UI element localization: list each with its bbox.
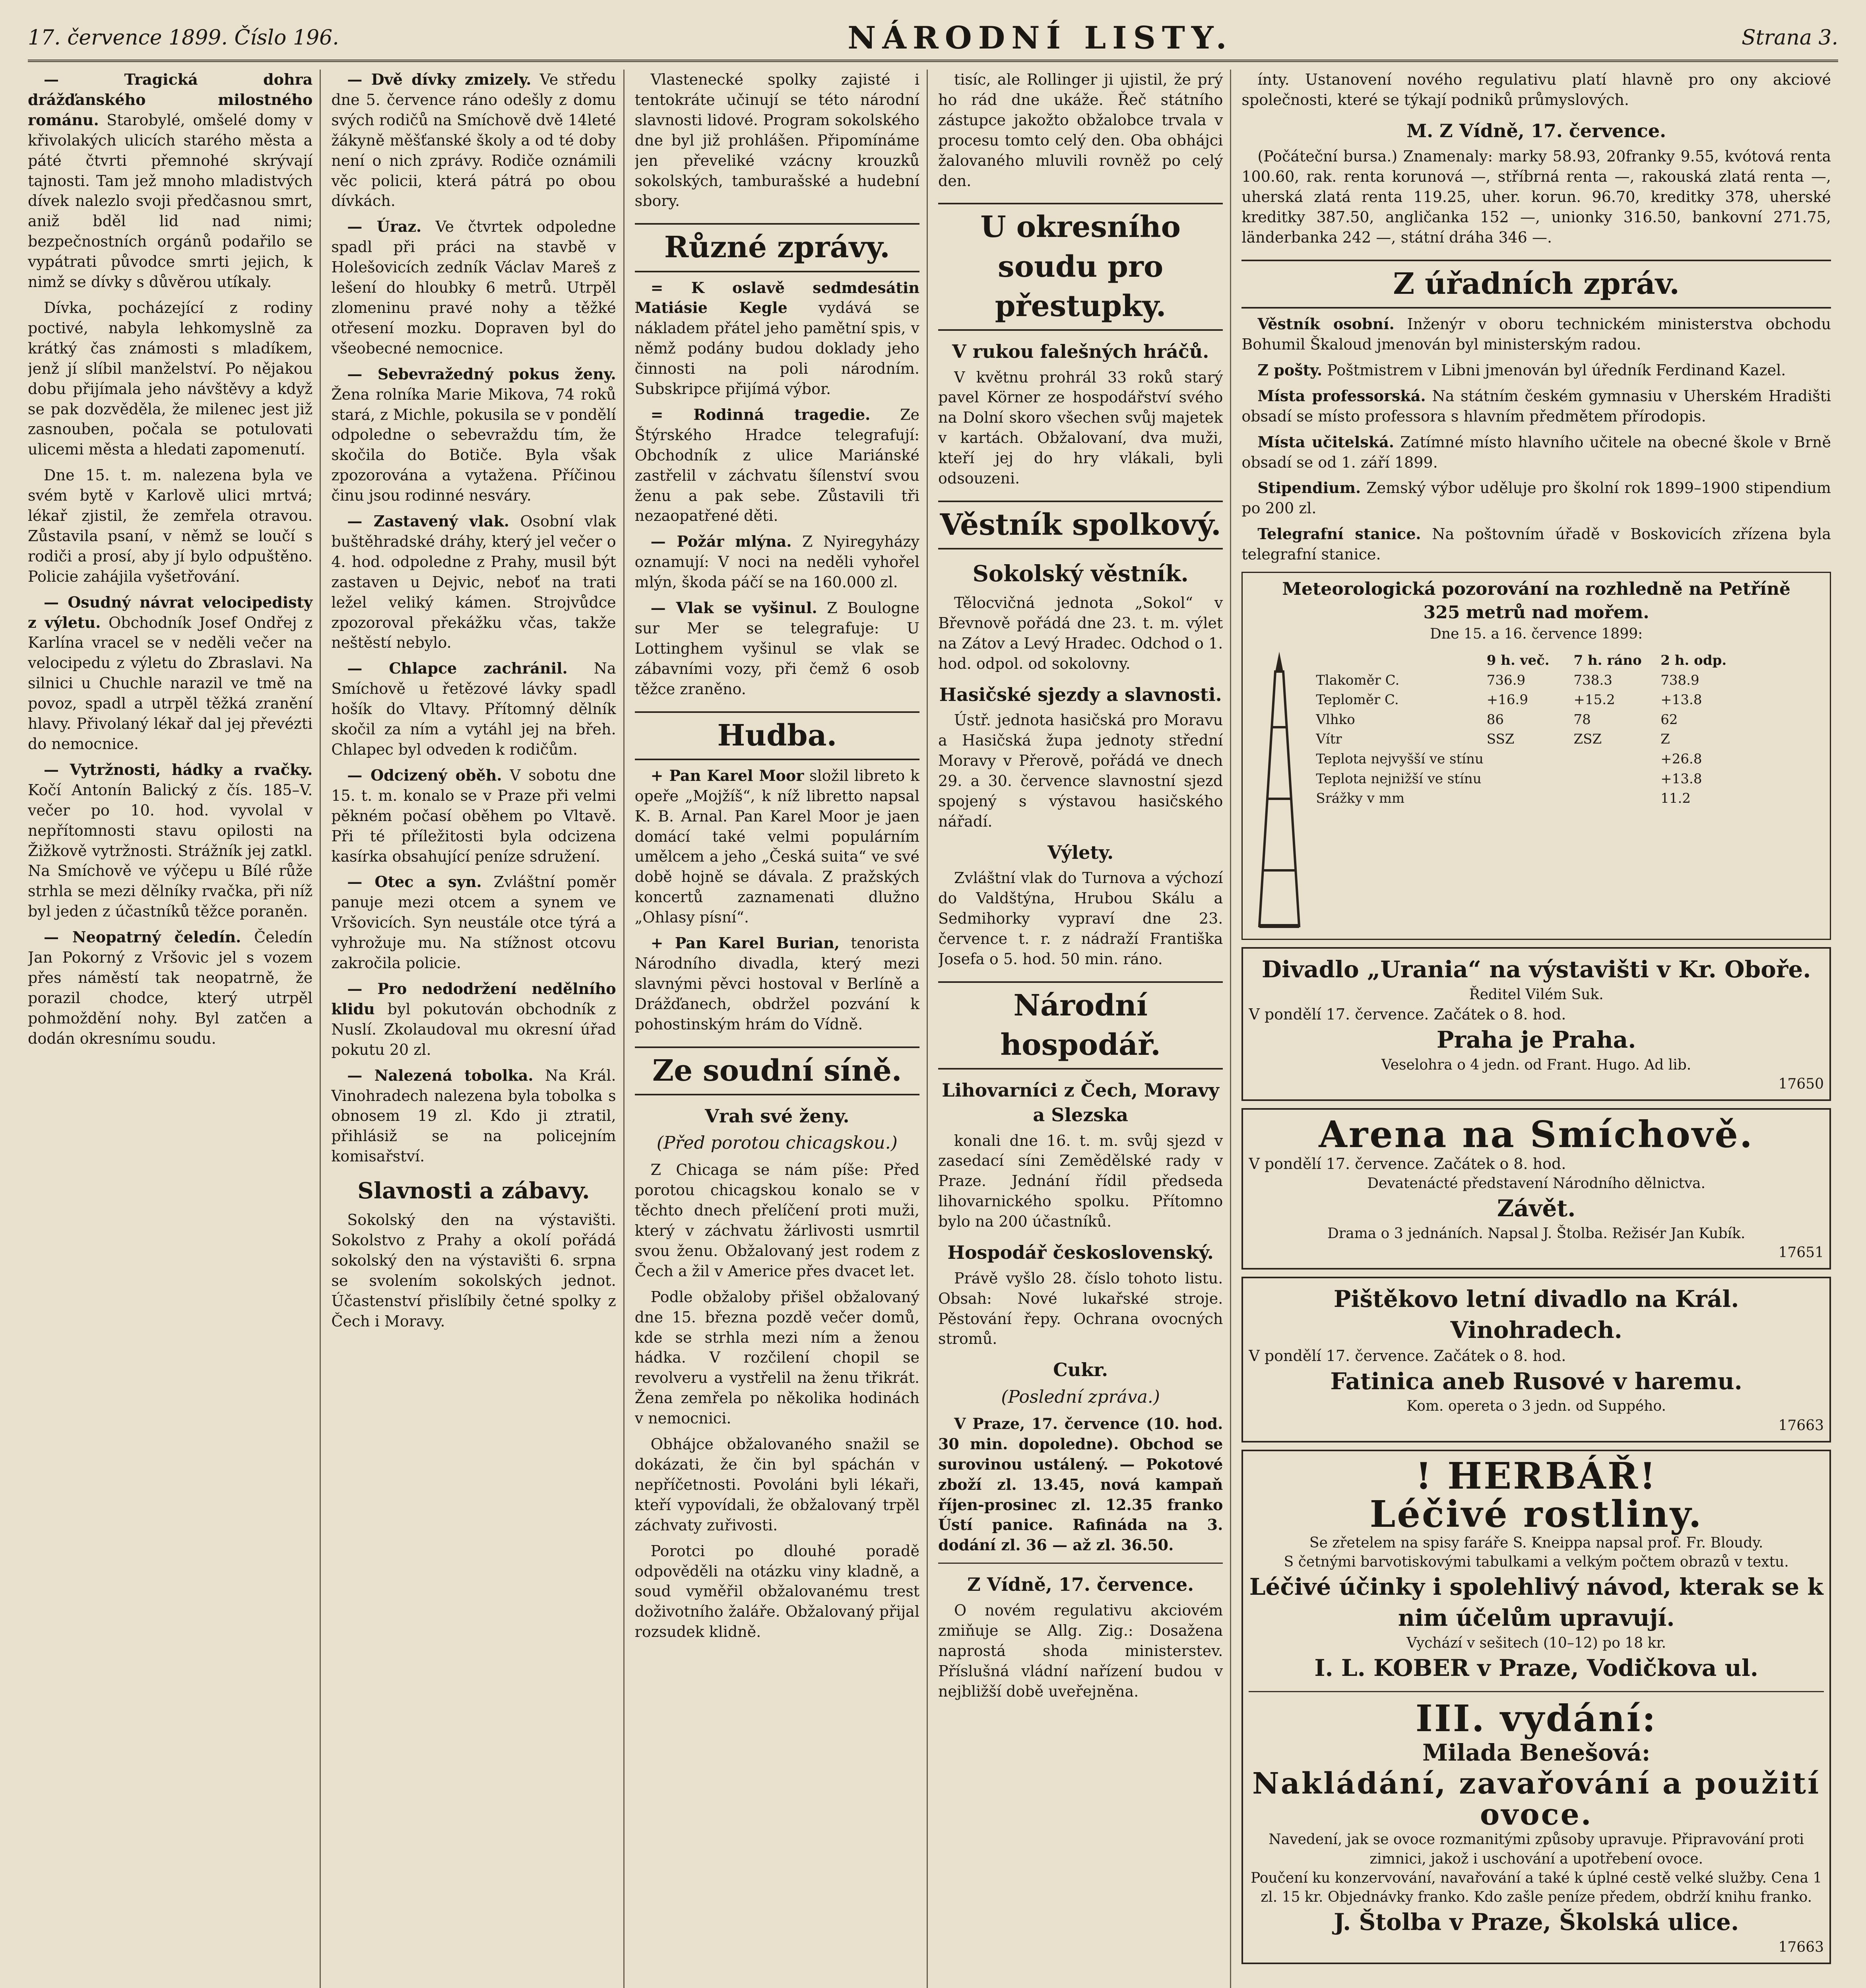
sokol-text: Tělocvičná jednota „Sokol“ v Břevnově pořádá dne 23. t. m. výlet na Zátov a Levý Hradec. Odchod o 1. hod. odpol. od sokolovny. <box>938 594 1223 672</box>
weather-cell <box>1487 770 1571 788</box>
art-vieden-text: O novém regulativu akciovém zmiňuje se Allg. Zig.: Dosažena naprostá shoda ministerstev. Příslušná vládní nařízení budou v nejbližší době uveřejněna. <box>938 1601 1223 1700</box>
bourse-title: M. Z Vídně, 17. července. <box>1406 120 1666 142</box>
article <box>331 658 616 760</box>
article-lead: + Pan Karel Burian, <box>650 934 840 952</box>
article-lead: — Tragická dohra drážďanského milostného románu. <box>28 70 313 129</box>
article <box>635 532 919 592</box>
page-number: Strana 3. <box>1741 26 1838 50</box>
weather-box <box>1241 572 1831 940</box>
weather-cell: +26.8 <box>1660 751 1702 767</box>
ad-herbar-code: 17663 <box>1778 1939 1824 1956</box>
ad-herbar-edition: III. vydání: <box>1415 1697 1657 1740</box>
article <box>28 298 312 460</box>
ad-herbar-publisher: I. L. KOBER v Praze, Vodičkova ul. <box>1314 1654 1758 1682</box>
section-slavnosti: Slavnosti a zábavy. <box>357 1178 590 1204</box>
article-text: Ve středu dne 5. července ráno odešly z domu svých rodičů na Smíchově dvě 14leté žákyně měšťanské školy a od té doby není o nich zprávy. Rodiče oznámili věc policii, která pátrá po obou dívkách. <box>331 71 616 210</box>
column-3 <box>635 70 928 1988</box>
article <box>331 979 616 1060</box>
masthead <box>28 16 1838 62</box>
article-lead: + Pan Karel Moor <box>650 766 804 784</box>
weather-cell <box>1574 790 1658 808</box>
article-text: vydává se nákladem přátel jeho pamětní spis, v němž podány budou doklady jeho činnosti na poli národním. Subskripce přijímá výbor. <box>634 299 919 398</box>
petrin-tower-icon <box>1247 648 1311 934</box>
weather-cell: +13.8 <box>1660 771 1702 787</box>
article-text: Dne 15. t. m. nalezena byla ve svém bytě v Karlově ulici mrtvá; lékař zjistil, že zemřela otravou. Zůstavila psaní, v němž se loučí s rodiči a prosí, aby jí bylo odpuštěno. Policie zahájila vyšetřování. <box>28 466 313 585</box>
article <box>331 217 616 358</box>
column-5 <box>1241 70 1838 1988</box>
section-okresni-soud: U okresního soudu pro přestupky. <box>938 203 1223 330</box>
article-text: Zvláštní poměr panuje mezi otcem a synem ve Vršovicích. Syn neustále otce týrá a vyhrožuje mu. Na stížnost otcovu zakročila policie. <box>331 873 616 972</box>
article-text: Z Nyiregyházy oznamují: V noci na neděli vyhořel mlýn, škoda páčí se na 160.000 zl. <box>634 533 919 591</box>
weather-cell: Srážky v mm <box>1316 790 1405 807</box>
article-lead: — Odcizený oběh. <box>347 766 502 784</box>
ad-herbar-author: Milada Benešová: <box>1422 1739 1651 1767</box>
ad-pistek-play: Fatinica aneb Rusové v haremu. <box>1330 1367 1742 1395</box>
weather-cell: Tlakoměr C. <box>1316 672 1400 688</box>
art-hospodar-title: Hospodář československý. <box>947 1242 1214 1264</box>
col4-lead-text: tisíc, ale Rollinger ji ujistil, že prý ho rád dne ukáže. Řeč státního zástupce jakožto obžalobce trvala v procesu tomto celý den. Oba obhájci žalovaného mluvili rovněž po celý den. <box>938 71 1223 190</box>
column-4 <box>938 70 1231 1988</box>
ad-herbar-desc4: Vychází v sešitech (10–12) po 18 kr. <box>1406 1635 1666 1651</box>
article-text: Ze Štýrského Hradce telegrafují: Obchodník z ulice Mariánské zastřelil v záchvatu šílenství svou ženu a pak sebe. Zůstavili tři nezaopatřené děti. <box>634 406 919 525</box>
trial-paragraph: Porotci po dlouhé poradě odpověděli na otázku viny kladně, a soud vyměřil obžalovanému trest doživotního žaláře. Obžalovaný přijal rozsudek klidně. <box>634 1542 919 1641</box>
date-issue: 17. července 1899. Číslo 196. <box>28 26 339 50</box>
weather-cell: Teplota nejvyšší ve stínu <box>1316 751 1484 767</box>
article-lead: — Vlak se vyšinul. <box>650 599 817 617</box>
article <box>635 933 919 1035</box>
official-news <box>1241 314 1831 565</box>
section-vestnik-spolkovy: Věstník spolkový. <box>938 501 1223 549</box>
article <box>331 1066 616 1167</box>
art-cukr-title: Cukr. <box>1053 1359 1108 1381</box>
art-hasicske-text: Ústř. jednota hasičská pro Moravu a Hasičská župa jednoty střední Moravy v Přerově, pořádá ve dnech 29. a 30. července slavnostní sjezd spojený s výstavou hasičského nářadí. <box>938 711 1223 830</box>
col3-articles2 <box>635 766 919 1035</box>
article-lead: — Zastavený vlak. <box>347 512 510 530</box>
divider <box>938 1563 1223 1564</box>
weather-cell <box>1487 790 1571 808</box>
article-lead: — Vytržnosti, hádky a rvačky. <box>44 760 313 779</box>
article <box>1241 314 1831 355</box>
art-vylety-text: Zvláštní vlak do Turnova a výchozí do Valdštýna, Hrubou Skálu a Sedmihorky vypraví dne 23. července t. r. z nádraží Františka Josefa o 5. hod. 50 min. ráno. <box>938 869 1223 968</box>
weather-cell: Vlhko <box>1316 711 1355 728</box>
ad-herbar-desc5: Navedení, jak se ovoce rozmanitými způsoby upravuje. Připravování proti zimnici, jakož i uschování a upotřebení ovoce. <box>1269 1831 1804 1867</box>
article <box>28 927 312 1048</box>
weather-header <box>1316 652 1483 670</box>
article <box>635 766 919 928</box>
ad-herbar-title: ! HERBÁŘ! <box>1415 1454 1657 1497</box>
section-ruzne-zpravy: Různé zprávy. <box>635 223 919 272</box>
weather-body <box>1247 648 1825 934</box>
weather-cell: +13.8 <box>1660 692 1702 708</box>
article-text: Na Král. Vinohradech nalezena byla tobolka s obnosem 19 zl. Kdo ji ztratil, přihlásiž se na policejním komisařství. <box>331 1066 616 1165</box>
article-lead: Z pošty. <box>1257 361 1323 379</box>
ad-pistek-date: V pondělí 17. července. Začátek o 8. hod. <box>1249 1347 1566 1365</box>
article-text: Kočí Antonín Balický z čís. 185–V. večer po 10. hod. vyvolal v nepřítomnosti stavu opilosti na Žižkově vytržnosti. Strážník jej zatkl. Na Smíchově ve výčepu u Bílé růže strhla se mezi dělníky rvačka, při níž byl jeden z účastníků těžce poraněn. <box>28 781 313 920</box>
weather-cell: 738.3 <box>1573 672 1612 688</box>
art-cukr-text: V Praze, 17. července (10. hod. 30 min. dopoledne). Obchod se surovinou ustálený. — Pokotové zboží zl. 13.45, nová kampaň říjen-prosinec zl. 12.35 franko Ústí panice. Rafináda na 3. dodání zl. 36 — až zl. 36.50. <box>938 1414 1223 1554</box>
ad-urania-date: V pondělí 17. července. Začátek o 8. hod. <box>1249 1006 1566 1023</box>
article-text: tenorista Národního divadla, který mezi slavnými pěvci hostoval v Berlíně a Drážďanech, obdržel pozvání k pohostinským hrám do Vídně. <box>634 934 919 1033</box>
ad-urania <box>1241 947 1831 1101</box>
ad-herbar-seller: J. Štolba v Praze, Školská ulice. <box>1334 1908 1739 1936</box>
section-hudba: Hudba. <box>635 711 919 760</box>
article <box>28 465 312 586</box>
article-text: Inženýr v oboru technickém ministerstva obchodu Bohumil Škaloud jmenován byl ministerským radou. <box>1241 315 1831 353</box>
trial-paragraph: Obhájce obžalovaného snažil se dokázati, že čin byl spáchán v nepříčetnosti. Povoláni byli lékaři, kteří vypovídali, že obžalovaný trpěl záchvaty zuřivosti. <box>634 1435 919 1534</box>
article-text: Zatímné místo hlavního učitele na obecné škole v Brně obsadí se od 1. září 1899. <box>1241 433 1831 471</box>
weather-altitude: 325 metrů nad mořem. <box>1423 602 1649 623</box>
article-text: Čeledín Jan Pokorný z Vršovic jel s vozem přes náměstí tak neopatrně, že porazil chodce, který utrpěl pohmoždění nohy. Byl zatčen a dodán okresnímu soudu. <box>28 928 313 1047</box>
weather-header: 2 h. odp. <box>1660 652 1727 669</box>
trial-subtitle: (Před porotou chicagskou.) <box>656 1133 898 1153</box>
article-lead: — Osudný návrat velocipedisty z výletu. <box>28 593 313 631</box>
weather-cell <box>1487 750 1571 769</box>
article <box>331 70 616 211</box>
weather-cell: +15.2 <box>1573 692 1615 708</box>
ad-pistek <box>1241 1277 1831 1442</box>
weather-cell: Z <box>1660 731 1670 747</box>
article-lead: — Dvě dívky zmizely. <box>347 70 531 88</box>
ad-urania-play: Praha je Praha. <box>1436 1026 1636 1054</box>
weather-cell: SSZ <box>1486 731 1515 747</box>
ad-arena-play: Závět. <box>1497 1195 1576 1222</box>
trial-paragraph: Z Chicaga se nám píše: Před porotou chicagskou konalo se v těchto dnech přelíčení proti muži, který v záchvatu žárlivosti usmrtil svou ženu. Obžalovaný jest rodem z Čech a žil v Americe přes dvacet let. <box>634 1161 919 1280</box>
article-lead: — Pro nedodržení nedělního klidu <box>331 979 616 1018</box>
ad-herbar-desc6: Poučení ku konzervování, navařování a také k úplné cestě velké služby. Cena 1 zl. 15 kr. Objednávky franko. Kdo zašle peníze předem, obdrží knihu franko. <box>1251 1870 1822 1906</box>
section-narodni-hospodar: Národní hospodář. <box>938 981 1223 1070</box>
slavnosti-text: Sokolský den na výstavišti. Sokolstvo z Prahy a okolí pořádá sokolský den na výstavišti 6. srpna se svolením sokolských jednot. Účastenství přislíbily četné spolky z Čech i Moravy. <box>331 1211 616 1330</box>
weather-cell: 78 <box>1573 711 1591 728</box>
article-lead: = K oslavě sedmdesátin Matiásie Kegle <box>634 278 919 317</box>
weather-cell <box>1574 770 1658 788</box>
article <box>1241 478 1831 518</box>
weather-title: Meteorologická pozorování na rozhledně na Petříně <box>1282 579 1790 600</box>
column-1 <box>28 70 321 1988</box>
ad-arena <box>1241 1108 1831 1270</box>
article-lead: — Otec a syn. <box>347 873 482 891</box>
article <box>1241 432 1831 473</box>
article-lead: — Chlapce zachránil. <box>347 659 568 678</box>
ad-pistek-desc: Kom. opereta o 3 jedn. od Suppého. <box>1406 1398 1666 1415</box>
article <box>28 760 312 922</box>
weather-cell: 62 <box>1660 711 1678 728</box>
article <box>28 592 312 754</box>
article-lead: — Úraz. <box>347 217 422 236</box>
article <box>1241 524 1831 565</box>
section-soudni-sin: Ze soudní síně. <box>635 1046 919 1095</box>
article <box>635 405 919 526</box>
ad-arena-code: 17651 <box>1778 1244 1824 1261</box>
ad-arena-desc2: Drama o 3 jednáních. Napsal J. Štolba. Režisér Jan Kubík. <box>1327 1225 1746 1242</box>
ad-urania-code: 17650 <box>1778 1076 1824 1093</box>
col3-articles1 <box>635 278 919 699</box>
article-text: Na poštovním úřadě v Boskovicích zřízena byla telegrafní stanice. <box>1241 525 1831 563</box>
col2-articles <box>331 70 616 1167</box>
ad-urania-director: Ředitel Vilém Suk. <box>1469 986 1604 1003</box>
weather-cell: 736.9 <box>1486 672 1526 688</box>
section-sokolsky-vestnik: Sokolský věstník. <box>972 561 1189 587</box>
weather-date: Dne 15. a 16. července 1899: <box>1430 626 1643 642</box>
article-text: Poštmistrem v Libni jmenován byl úředník Ferdinand Kazel. <box>1327 361 1786 379</box>
article-lead: Stipendium. <box>1257 479 1361 497</box>
article <box>331 511 616 653</box>
article-text: byl pokutován obchodník z Nuslí. Zkolaudoval mu okresní úřad pokutu 20 zl. <box>331 1000 616 1058</box>
article-lead: = Rodinná tragedie. <box>650 405 871 423</box>
weather-header: 9 h. več. <box>1486 652 1550 669</box>
ad-pistek-title: Pištěkovo letní divadlo na Král. Vinohradech. <box>1333 1285 1739 1343</box>
article-text: Z Boulogne sur Mer se telegrafuje: U Lottinghem vyšinul se vlak se zábavními vozy, při čemž 6 osob těžce zraněno. <box>634 599 919 698</box>
weather-cell: 86 <box>1486 711 1504 728</box>
ad-herbar-subtitle: Léčivé rostliny. <box>1369 1493 1703 1536</box>
weather-cell: Teploměr C. <box>1316 692 1399 708</box>
art-vylety-title: Výlety. <box>1047 841 1114 863</box>
trial-paragraph: Podle obžaloby přišel obžalovaný dne 15. března pozdě večer domů, kde se strhla mezi ním a ženou hádka. V rozčilení chopil se revolveru a vystřelil na ženu třikrát. Žena zemřela po několika hodinách v nemocnici. <box>634 1288 919 1427</box>
article-text: Žena rolníka Marie Mikova, 74 roků stará, z Michle, pokusila se v pondělí odpoledne o sebevraždu tím, že skočila do Botiče. Byla však zpozorována a vytažena. Příčinou činu jsou rodinné nesváry. <box>331 385 616 505</box>
section-uradni-zpravy: Z úřadních zpráv. <box>1241 260 1831 309</box>
bourse-text: (Počáteční bursa.) Znamenaly: marky 58.93, 20franky 9.55, kvótová renta 100.60, rak. renta korunová —, stříbrná renta —, rakouská zlatá renta —, uherská zlatá renta 119.25, uher. korun. 96.70, kreditky 378, uherské kreditky 387.50, angličanka 152 —, unionky 316.50, bankovní 271.75, länderbanka 242 —, státní dráha 346 —. <box>1241 148 1831 247</box>
article-text: Na státním českém gymnasiu v Uherském Hradišti obsadí se místo professora s hlavním předmětem přírodopis. <box>1241 387 1831 425</box>
article-lead: — Nalezená tobolka. <box>347 1066 533 1084</box>
column-2 <box>331 70 624 1988</box>
weather-cell: 11.2 <box>1660 790 1691 807</box>
article-text: Na Smíchově u řetězové lávky spadl hošík do Vltavy. Přítomný dělník skočil za ním a vytáhl jej na břeh. Chlapec byl odveden k rodičům. <box>331 660 616 758</box>
ad-urania-title: Divadlo „Urania“ na výstavišti v Kr. Oboře. <box>1261 956 1811 983</box>
article <box>1241 360 1831 381</box>
article-text: Osobní vlak buštěhradské dráhy, který jel večer o 4. hod. odpoledne z Prahy, musil být zastaven u Dejvic, neboť na trati ležel veliký kámen. Strojvůdce zpozoroval překážku včas, takže neštěstí nebylo. <box>331 513 616 652</box>
ad-arena-title: Arena na Smíchově. <box>1319 1113 1754 1156</box>
col5-lead-text: ínty. Ustanovení nového regulativu platí hlavně pro ony akciové společnosti, které se týkají podniků průmyslových. <box>1241 71 1831 109</box>
col1-articles <box>28 70 312 1049</box>
weather-table <box>1316 652 1744 808</box>
article-lead: Telegrafní stanice. <box>1257 525 1421 543</box>
art-falesni-hraci-title: V rukou falešných hráčů. <box>952 340 1209 362</box>
article-text: Starobylé, omšelé domy v křivolakých ulicích starého města a páté čtvrti přemnohé skrývají tajnosti. Tam jež mnoho mladistvých dívek nalezlo svoji předčasnou smrt, aniž bděl lid nad nimi; bezpečnostních orgánů podařilo se vypátrati původce smrti jejich, k nimž se dívky s důvěrou utíkaly. <box>28 111 313 291</box>
article <box>1241 386 1831 427</box>
article <box>331 765 616 867</box>
weather-cell: Vítr <box>1316 731 1342 747</box>
weather-header: 7 h. ráno <box>1573 652 1642 669</box>
article-text: složil libreto k opeře „Mojžíš“, k níž libretto napsal K. B. Arnal. Pan Karel Moor je jaen domácí také velmi populárním umělcem a jeho „Česká suita“ ve své době hojně se dávala. Z pražských koncertů zaznamenati dlužno „Ohlasy písní“. <box>634 767 919 926</box>
art-falesni-hraci-text: V květnu prohrál 33 roků starý pavel Körner ze hospodářství svého na Dolní skoro všechen svůj majetek v kartách. Obžalovaní, dva muži, kteří jej do hry vlákali, byli odsouzeni. <box>938 368 1223 487</box>
art-vieden-title: Z Vídně, 17. července. <box>967 1574 1194 1596</box>
ad-herbar-book: Nakládání, zavařování a použití ovoce. <box>1252 1767 1821 1832</box>
art-hasicske-title: Hasičské sjezdy a slavnosti. <box>939 683 1222 705</box>
ad-arena-date: V pondělí 17. července. Začátek o 8. hod. <box>1249 1155 1566 1173</box>
art-lihovarnici-text: konali dne 16. t. m. svůj sjezd v zasedací síni Zemědělské rady v Praze. Jednání řídil předseda lihovarnického spolku. Přítomno bylo na 200 účastníků. <box>938 1132 1223 1231</box>
divider <box>1249 1691 1824 1692</box>
article-text: Zemský výbor uděluje pro školní rok 1899–1900 stipendium po 200 zl. <box>1241 479 1831 517</box>
art-hospodar-text: Právě vyšlo 28. číslo tohoto listu. Obsah: Nové lukařské stroje. Pěstování řepy. Ochrana ovocných stromů. <box>938 1269 1223 1348</box>
article <box>331 872 616 973</box>
article-lead: Místa professorská. <box>1257 386 1426 405</box>
weather-cell: ZSZ <box>1573 731 1602 747</box>
article-text: Dívka, pocházející z rodiny poctivé, nabyla lehkomyslně za krátký čas známosti s mladíkem, jenž jí slíbil manželství. Po nějakou dobu přijímala jeho návštěvy a když se pak dozvěděla, že milenec jest již zasnouben, počala se potulovati ulicemi města a hledati zapomenutí. <box>28 299 313 458</box>
article-text: V sobotu dne 15. t. m. konalo se v Praze při velmi pěkném počasí oběhem po Vltavě. Při té příležitosti byla odcizena kasírka obsahující peníze sdružení. <box>331 766 616 865</box>
weather-cell <box>1574 750 1658 769</box>
ad-pistek-code: 17663 <box>1778 1417 1824 1434</box>
weather-cell: 738.9 <box>1660 672 1699 688</box>
ad-arena-desc: Devatenácté představení Národního dělnictva. <box>1367 1175 1706 1192</box>
weather-cell: Teplota nejnižší ve stínu <box>1316 771 1482 787</box>
ad-herbar <box>1241 1450 1831 1965</box>
col3-lead-text: Vlastenecké spolky zajisté i tentokráte učinují se této národní slavnosti lidové. Program sokolského dne byl již prohlášen. Připomínáme jen převeliké vzácny krouzků sokolských, tamburašské a hudební sbory. <box>634 71 919 210</box>
article-text: Obchodník Josef Ondřej z Karlína vracel se v neděli večer na velocipedu z výletu do Zbraslavi. Na silnici u Chuchle narazil ve tmě na povoz, spadl a utrpěl těžká zranění hlavy. Přivolaný lékař dal jej převézti do nemocnice. <box>28 613 313 753</box>
weather-cell: +16.9 <box>1486 692 1528 708</box>
trial-paragraphs <box>635 1160 919 1642</box>
ad-urania-desc: Veselohra o 4 jedn. od Frant. Hugo. Ad lib. <box>1381 1056 1691 1073</box>
article-lead: — Neopatrný čeledín. <box>44 928 241 946</box>
art-lihovarnici-title: Lihovarníci z Čech, Moravy a Slezska <box>942 1079 1220 1126</box>
article <box>635 598 919 699</box>
ad-herbar-desc: Se zřetelem na spisy faráře S. Kneippa napsal prof. Fr. Bloudy. <box>1309 1534 1763 1551</box>
article-lead: — Sebevražedný pokus ženy. <box>347 365 616 383</box>
article <box>635 278 919 399</box>
columns <box>28 70 1838 1988</box>
article <box>28 70 312 292</box>
art-cukr-sub: (Poslední zpráva.) <box>1001 1386 1160 1407</box>
article-lead: Věstník osobní. <box>1257 315 1395 333</box>
ad-herbar-desc2: S četnými barvotiskovými tabulkami a velkým počtem obrazů v textu. <box>1284 1554 1789 1571</box>
article-lead: Místa učitelská. <box>1257 433 1394 451</box>
article <box>331 364 616 506</box>
article-lead: — Požár mlýna. <box>650 532 792 551</box>
ad-herbar-desc3: Léčivé účinky i spolehlivý návod, kterak se k nim účelům upravují. <box>1249 1573 1823 1632</box>
trial-title: Vrah své ženy. <box>705 1105 850 1127</box>
newspaper-title: NÁRODNÍ LISTY. <box>848 19 1233 56</box>
article-text: Ve čtvrtek odpoledne spadl při práci na stavbě v Holešovicích zedník Václav Mareš z lešení do hloubky 6 metrů. Utrpěl zlomeninu pravé nohy a těžké otřesení mozku. Dopraven byl do všeobecné nemocnice. <box>331 218 616 357</box>
